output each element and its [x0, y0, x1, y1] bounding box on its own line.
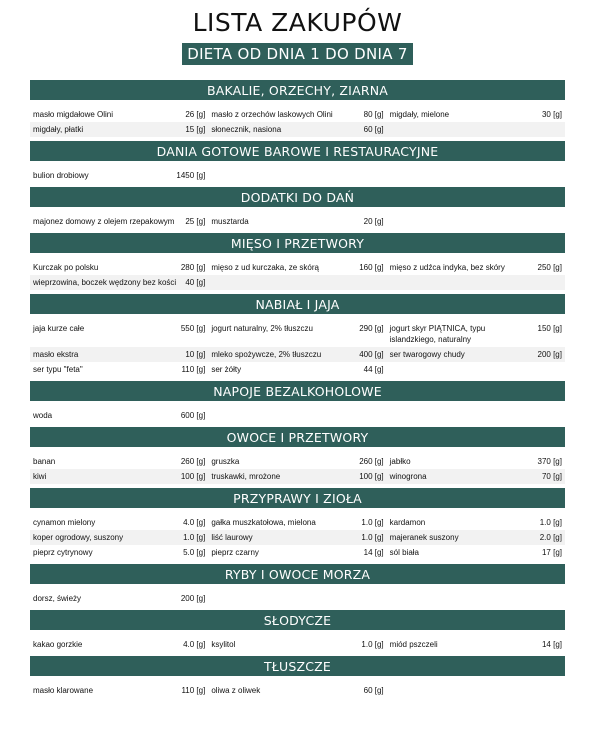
list-item	[208, 545, 386, 560]
item-name: masło klarowane	[33, 686, 94, 695]
item-quantity: 40 [g]	[185, 278, 206, 287]
list-item	[30, 683, 208, 698]
item-quantity: 280 [g]	[180, 263, 206, 272]
list-item	[30, 107, 208, 122]
list-item	[387, 469, 565, 484]
list-row	[30, 683, 565, 698]
item-name: wieprzowina, boczek wędzony bez kości	[33, 278, 177, 287]
list-item	[208, 260, 386, 275]
list-row	[30, 454, 565, 469]
category-header: MIĘSO I PRZETWORY	[30, 233, 565, 253]
list-item	[30, 214, 208, 229]
list-item	[387, 347, 565, 362]
category-section	[30, 187, 565, 233]
item-name: mleko spożywcze, 2% tłuszczu	[211, 350, 322, 359]
item-name	[390, 277, 562, 288]
item-name	[390, 124, 562, 135]
item-name: jogurt skyr PIĄTNICA, typu islandzkiego, naturalny	[389, 324, 486, 344]
list-row	[30, 637, 565, 652]
item-name	[390, 364, 562, 375]
list-row	[30, 168, 565, 183]
list-item	[208, 683, 386, 698]
item-name: majonez domowy z olejem rzepakowym	[33, 217, 175, 226]
category-header: OWOCE I PRZETWORY	[30, 427, 565, 447]
list-item	[208, 530, 386, 545]
list-item	[387, 545, 565, 560]
list-item	[387, 591, 565, 606]
item-name	[390, 593, 562, 604]
item-name: banan	[33, 457, 56, 466]
item-quantity: 30 [g]	[541, 110, 562, 119]
list-item	[208, 454, 386, 469]
item-name: jaja kurze całe	[33, 324, 85, 333]
item-name: jabłko	[389, 457, 411, 466]
category-header: BAKALIE, ORZECHY, ZIARNA	[30, 80, 565, 100]
item-quantity: 200 [g]	[180, 594, 206, 603]
item-quantity: 60 [g]	[363, 125, 384, 134]
item-name: masło ekstra	[33, 350, 79, 359]
list-row	[30, 214, 565, 229]
item-name: ser żółty	[211, 365, 242, 374]
item-name	[211, 593, 383, 604]
item-name: migdały, płatki	[33, 125, 84, 134]
list-row	[30, 321, 565, 347]
item-name: jogurt naturalny, 2% tłuszczu	[211, 324, 314, 333]
item-quantity: 200 [g]	[537, 350, 562, 359]
list-item	[208, 347, 386, 362]
list-item	[208, 122, 386, 137]
item-name: musztarda	[211, 217, 249, 226]
item-name: gałka muszkatołowa, mielona	[211, 518, 316, 527]
item-quantity: 1.0 [g]	[361, 640, 384, 649]
item-quantity: 600 [g]	[180, 411, 206, 420]
list-row	[30, 545, 565, 560]
list-item	[30, 321, 208, 347]
item-quantity: 5.0 [g]	[183, 548, 206, 557]
item-name: ksylitol	[211, 640, 236, 649]
item-name: masło migdałowe Olini	[33, 110, 114, 119]
item-quantity: 20 [g]	[363, 217, 384, 226]
item-name: kakao gorzkie	[33, 640, 83, 649]
item-quantity: 100 [g]	[359, 472, 384, 481]
category-header: DANIA GOTOWE BAROWE I RESTAURACYJNE	[30, 141, 565, 161]
item-name	[390, 410, 562, 421]
item-quantity: 1450 [g]	[176, 171, 206, 180]
item-name: mięso z ud kurczaka, ze skórą	[211, 263, 319, 272]
list-row	[30, 591, 565, 606]
list-item	[387, 275, 565, 290]
list-item	[30, 347, 208, 362]
list-item	[208, 107, 386, 122]
item-name: koper ogrodowy, suszony	[33, 533, 124, 542]
item-name	[390, 216, 562, 227]
item-name: pieprz czarny	[211, 548, 259, 557]
list-row	[30, 408, 565, 423]
item-name: masło z orzechów laskowych Olini	[211, 110, 333, 119]
item-name	[211, 277, 383, 288]
category-section	[30, 488, 565, 564]
category-section	[30, 610, 565, 656]
item-quantity: 4.0 [g]	[183, 640, 206, 649]
list-item	[208, 515, 386, 530]
item-quantity: 1.0 [g]	[539, 518, 562, 527]
list-item	[208, 214, 386, 229]
list-item	[208, 362, 386, 377]
item-quantity: 60 [g]	[363, 686, 384, 695]
list-item	[387, 122, 565, 137]
list-item	[208, 591, 386, 606]
item-quantity: 44 [g]	[363, 365, 384, 374]
category-section	[30, 233, 565, 294]
item-quantity: 290 [g]	[359, 324, 384, 333]
item-quantity: 550 [g]	[180, 324, 206, 333]
list-item	[387, 260, 565, 275]
item-quantity: 100 [g]	[180, 472, 206, 481]
category-header: SŁODYCZE	[30, 610, 565, 630]
list-row	[30, 107, 565, 122]
list-row	[30, 347, 565, 362]
item-quantity: 260 [g]	[359, 457, 384, 466]
item-quantity: 150 [g]	[537, 324, 562, 333]
list-item	[30, 275, 208, 290]
list-item	[208, 168, 386, 183]
subtitle-wrap	[0, 43, 595, 65]
item-quantity: 25 [g]	[185, 217, 206, 226]
list-row	[30, 469, 565, 484]
category-section	[30, 294, 565, 381]
item-name	[390, 170, 562, 181]
item-name: bulion drobiowy	[33, 171, 89, 180]
item-quantity: 70 [g]	[541, 472, 562, 481]
category-section	[30, 141, 565, 187]
item-quantity: 1.0 [g]	[361, 518, 384, 527]
item-name: miód pszczeli	[389, 640, 438, 649]
item-name: pieprz cytrynowy	[33, 548, 93, 557]
section-gap	[30, 698, 565, 702]
list-item	[30, 469, 208, 484]
list-item	[208, 321, 386, 347]
page-title: LISTA ZAKUPÓW	[192, 8, 403, 37]
list-item	[30, 168, 208, 183]
list-item	[387, 321, 565, 347]
item-quantity: 160 [g]	[359, 263, 384, 272]
list-row	[30, 122, 565, 137]
item-name: Kurczak po polsku	[33, 263, 99, 272]
item-quantity: 400 [g]	[359, 350, 384, 359]
item-quantity: 80 [g]	[363, 110, 384, 119]
item-name: gruszka	[211, 457, 240, 466]
list-item	[208, 469, 386, 484]
list-row	[30, 275, 565, 290]
list-item	[387, 107, 565, 122]
item-name: ser typu "feta"	[33, 365, 83, 374]
list-item	[30, 362, 208, 377]
list-row	[30, 530, 565, 545]
item-quantity: 260 [g]	[180, 457, 206, 466]
item-quantity: 14 [g]	[363, 548, 384, 557]
item-name: winogrona	[389, 472, 427, 481]
category-section	[30, 656, 565, 702]
item-quantity: 26 [g]	[185, 110, 206, 119]
item-name: oliwa z oliwek	[211, 686, 261, 695]
item-name	[390, 685, 562, 696]
item-quantity: 110 [g]	[181, 365, 206, 374]
item-quantity: 14 [g]	[541, 640, 562, 649]
item-name: kiwi	[33, 472, 47, 481]
list-item	[208, 408, 386, 423]
item-name: mięso z udźca indyka, bez skóry	[389, 263, 505, 272]
item-name	[211, 410, 383, 421]
item-name: truskawki, mrożone	[211, 472, 281, 481]
item-name: sól biała	[389, 548, 420, 557]
category-section	[30, 427, 565, 488]
category-section	[30, 381, 565, 427]
list-item	[208, 275, 386, 290]
item-quantity: 2.0 [g]	[539, 533, 562, 542]
list-item	[387, 408, 565, 423]
item-quantity: 1.0 [g]	[361, 533, 384, 542]
item-name: liść laurowy	[211, 533, 253, 542]
list-item	[387, 637, 565, 652]
list-item	[387, 168, 565, 183]
list-item	[387, 530, 565, 545]
item-name: dorsz, świeży	[33, 594, 82, 603]
item-name: słonecznik, nasiona	[211, 125, 282, 134]
list-item	[208, 637, 386, 652]
list-item	[30, 454, 208, 469]
category-header: RYBY I OWOCE MORZA	[30, 564, 565, 584]
item-name	[211, 170, 383, 181]
item-quantity: 370 [g]	[537, 457, 562, 466]
item-quantity: 17 [g]	[541, 548, 562, 557]
category-header: PRZYPRAWY I ZIOŁA	[30, 488, 565, 508]
list-item	[30, 545, 208, 560]
category-section	[30, 80, 565, 141]
item-name: cynamon mielony	[33, 518, 96, 527]
item-name: kardamon	[389, 518, 426, 527]
category-header: TŁUSZCZE	[30, 656, 565, 676]
category-section	[30, 564, 565, 610]
diet-range-subtitle: DIETA OD DNIA 1 DO DNIA 7	[182, 43, 413, 65]
list-item	[387, 515, 565, 530]
item-quantity: 1.0 [g]	[183, 533, 206, 542]
item-quantity: 10 [g]	[185, 350, 206, 359]
item-quantity: 15 [g]	[185, 125, 206, 134]
item-name: majeranek suszony	[389, 533, 459, 542]
shopping-list	[30, 80, 565, 702]
item-name: woda	[33, 411, 53, 420]
list-item	[387, 454, 565, 469]
list-item	[30, 408, 208, 423]
item-name: migdały, mielone	[389, 110, 450, 119]
list-item	[30, 122, 208, 137]
category-header: NABIAŁ I JAJA	[30, 294, 565, 314]
category-header: NAPOJE BEZALKOHOLOWE	[30, 381, 565, 401]
list-item	[387, 362, 565, 377]
list-row	[30, 362, 565, 377]
list-item	[30, 637, 208, 652]
list-item	[387, 683, 565, 698]
list-item	[30, 260, 208, 275]
item-quantity: 250 [g]	[537, 263, 562, 272]
list-item	[30, 591, 208, 606]
category-header: DODATKI DO DAŃ	[30, 187, 565, 207]
list-item	[30, 530, 208, 545]
list-row	[30, 260, 565, 275]
item-quantity: 4.0 [g]	[183, 518, 206, 527]
list-item	[387, 214, 565, 229]
list-item	[30, 515, 208, 530]
list-row	[30, 515, 565, 530]
item-name: ser twarogowy chudy	[389, 350, 465, 359]
item-quantity: 110 [g]	[181, 686, 206, 695]
